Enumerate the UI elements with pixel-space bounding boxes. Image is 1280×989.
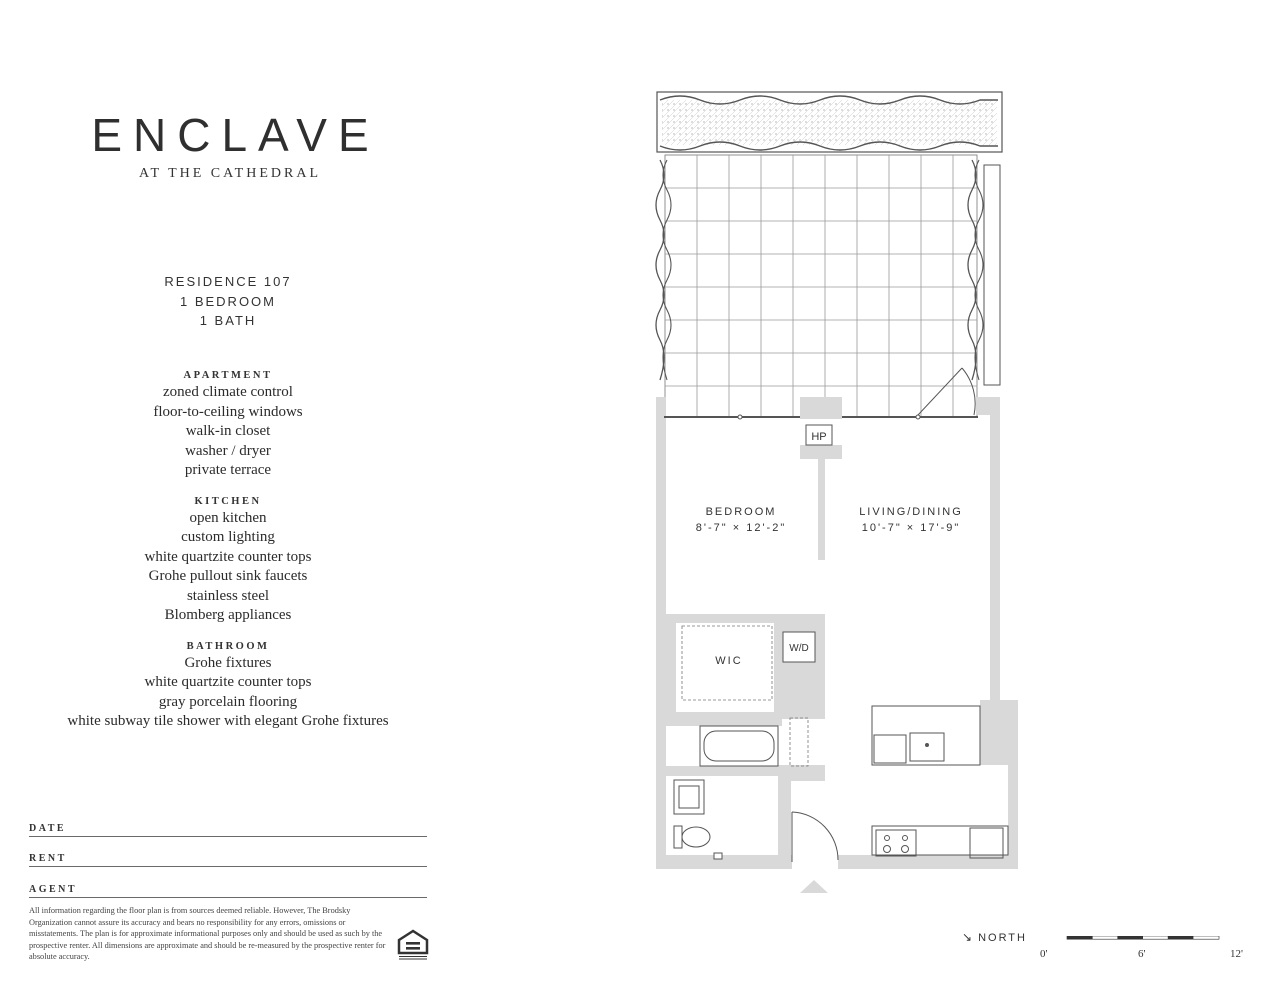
- apartment-features: [28, 370, 428, 481]
- bedroom-label: BEDROOM: [705, 506, 777, 518]
- rent-field[interactable]: [29, 837, 427, 868]
- hp-label: HP: [811, 431, 827, 443]
- north-indicator: [962, 930, 1027, 944]
- toilet: [674, 826, 722, 859]
- feature-item: floor-to-ceiling windows: [153, 403, 303, 420]
- agent-label: AGENT: [29, 883, 78, 895]
- brand-block: [40, 108, 420, 182]
- wd-label: W/D: [789, 643, 809, 654]
- wic-label: WIC: [715, 655, 743, 667]
- feature-item: gray porcelain flooring: [158, 693, 298, 710]
- feature-item: custom lighting: [181, 529, 275, 545]
- residence-baths: 1 BATH: [199, 313, 257, 328]
- feature-item: white quartzite counter tops: [144, 674, 312, 690]
- scale-label-0: 0': [1040, 948, 1048, 960]
- feature-item: white quartzite counter tops: [144, 548, 312, 565]
- feature-item: walk-in closet: [185, 423, 271, 439]
- section-heading: BATHROOM: [186, 640, 270, 652]
- date-field[interactable]: [29, 806, 427, 837]
- residence-summary: [40, 272, 416, 331]
- date-label: DATE: [29, 822, 67, 834]
- feature-item: washer / dryer: [185, 442, 271, 459]
- scale-label-6: 6': [1138, 948, 1146, 960]
- feature-item: stainless steel: [186, 587, 270, 604]
- residence-bedrooms: 1 BEDROOM: [179, 293, 276, 309]
- feature-item: zoned climate control: [163, 384, 293, 400]
- bedroom-dimensions: 8'-7" × 12'-2": [695, 522, 787, 534]
- living-dimensions: 10'-7" × 17'-9": [861, 522, 961, 534]
- linen-closet: [790, 718, 808, 766]
- brand-subtitle: AT THE CATHEDRAL: [138, 166, 322, 181]
- feature-item: white subway tile shower with elegant Grohe fixtures: [67, 713, 389, 729]
- feature-item: Grohe pullout sink faucets: [148, 568, 308, 584]
- feature-item: Blomberg appliances: [164, 607, 292, 623]
- bath-vanity: [674, 780, 704, 814]
- terrace-planter: [657, 92, 1002, 152]
- scale-bar: [1048, 936, 1238, 940]
- entry-door: [792, 812, 838, 893]
- residence-name: RESIDENCE 107: [164, 274, 292, 289]
- walls: [656, 397, 1018, 869]
- north-arrow-icon: ↘: [962, 930, 975, 944]
- bathtub: [700, 726, 778, 766]
- features-list: [28, 370, 428, 747]
- bathroom-features: [28, 641, 428, 732]
- feature-item: private terrace: [184, 462, 272, 478]
- feature-item: open kitchen: [189, 509, 267, 526]
- feature-item: Grohe fixtures: [184, 654, 272, 671]
- section-heading: KITCHEN: [194, 495, 262, 507]
- scale-label-12: 12': [1230, 948, 1243, 960]
- kitchen-features: [28, 496, 428, 626]
- living-label: LIVING/DINING: [859, 506, 963, 518]
- terrace: [656, 155, 1000, 417]
- floor-plan: [650, 85, 1030, 905]
- equal-housing-icon: [396, 929, 430, 961]
- agent-field[interactable]: [29, 867, 427, 898]
- brand-title: ENCLAVE: [91, 109, 380, 161]
- disclaimer-text: All information regarding the floor plan is from sources deemed reliable. However, The Brodsky Organization cannot assure its accuracy and bears no responsibility for any errors, omissions or misstatements. The plan is for approximate informational purposes only and should be used as such by the prospective renter. All dimensions are approximate and should be re-measured by the prospective renter for absolute accuracy.: [29, 906, 386, 961]
- north-label: NORTH: [978, 932, 1027, 944]
- agent-form: [29, 806, 427, 898]
- rent-label: RENT: [29, 853, 67, 864]
- section-heading: APARTMENT: [183, 370, 273, 381]
